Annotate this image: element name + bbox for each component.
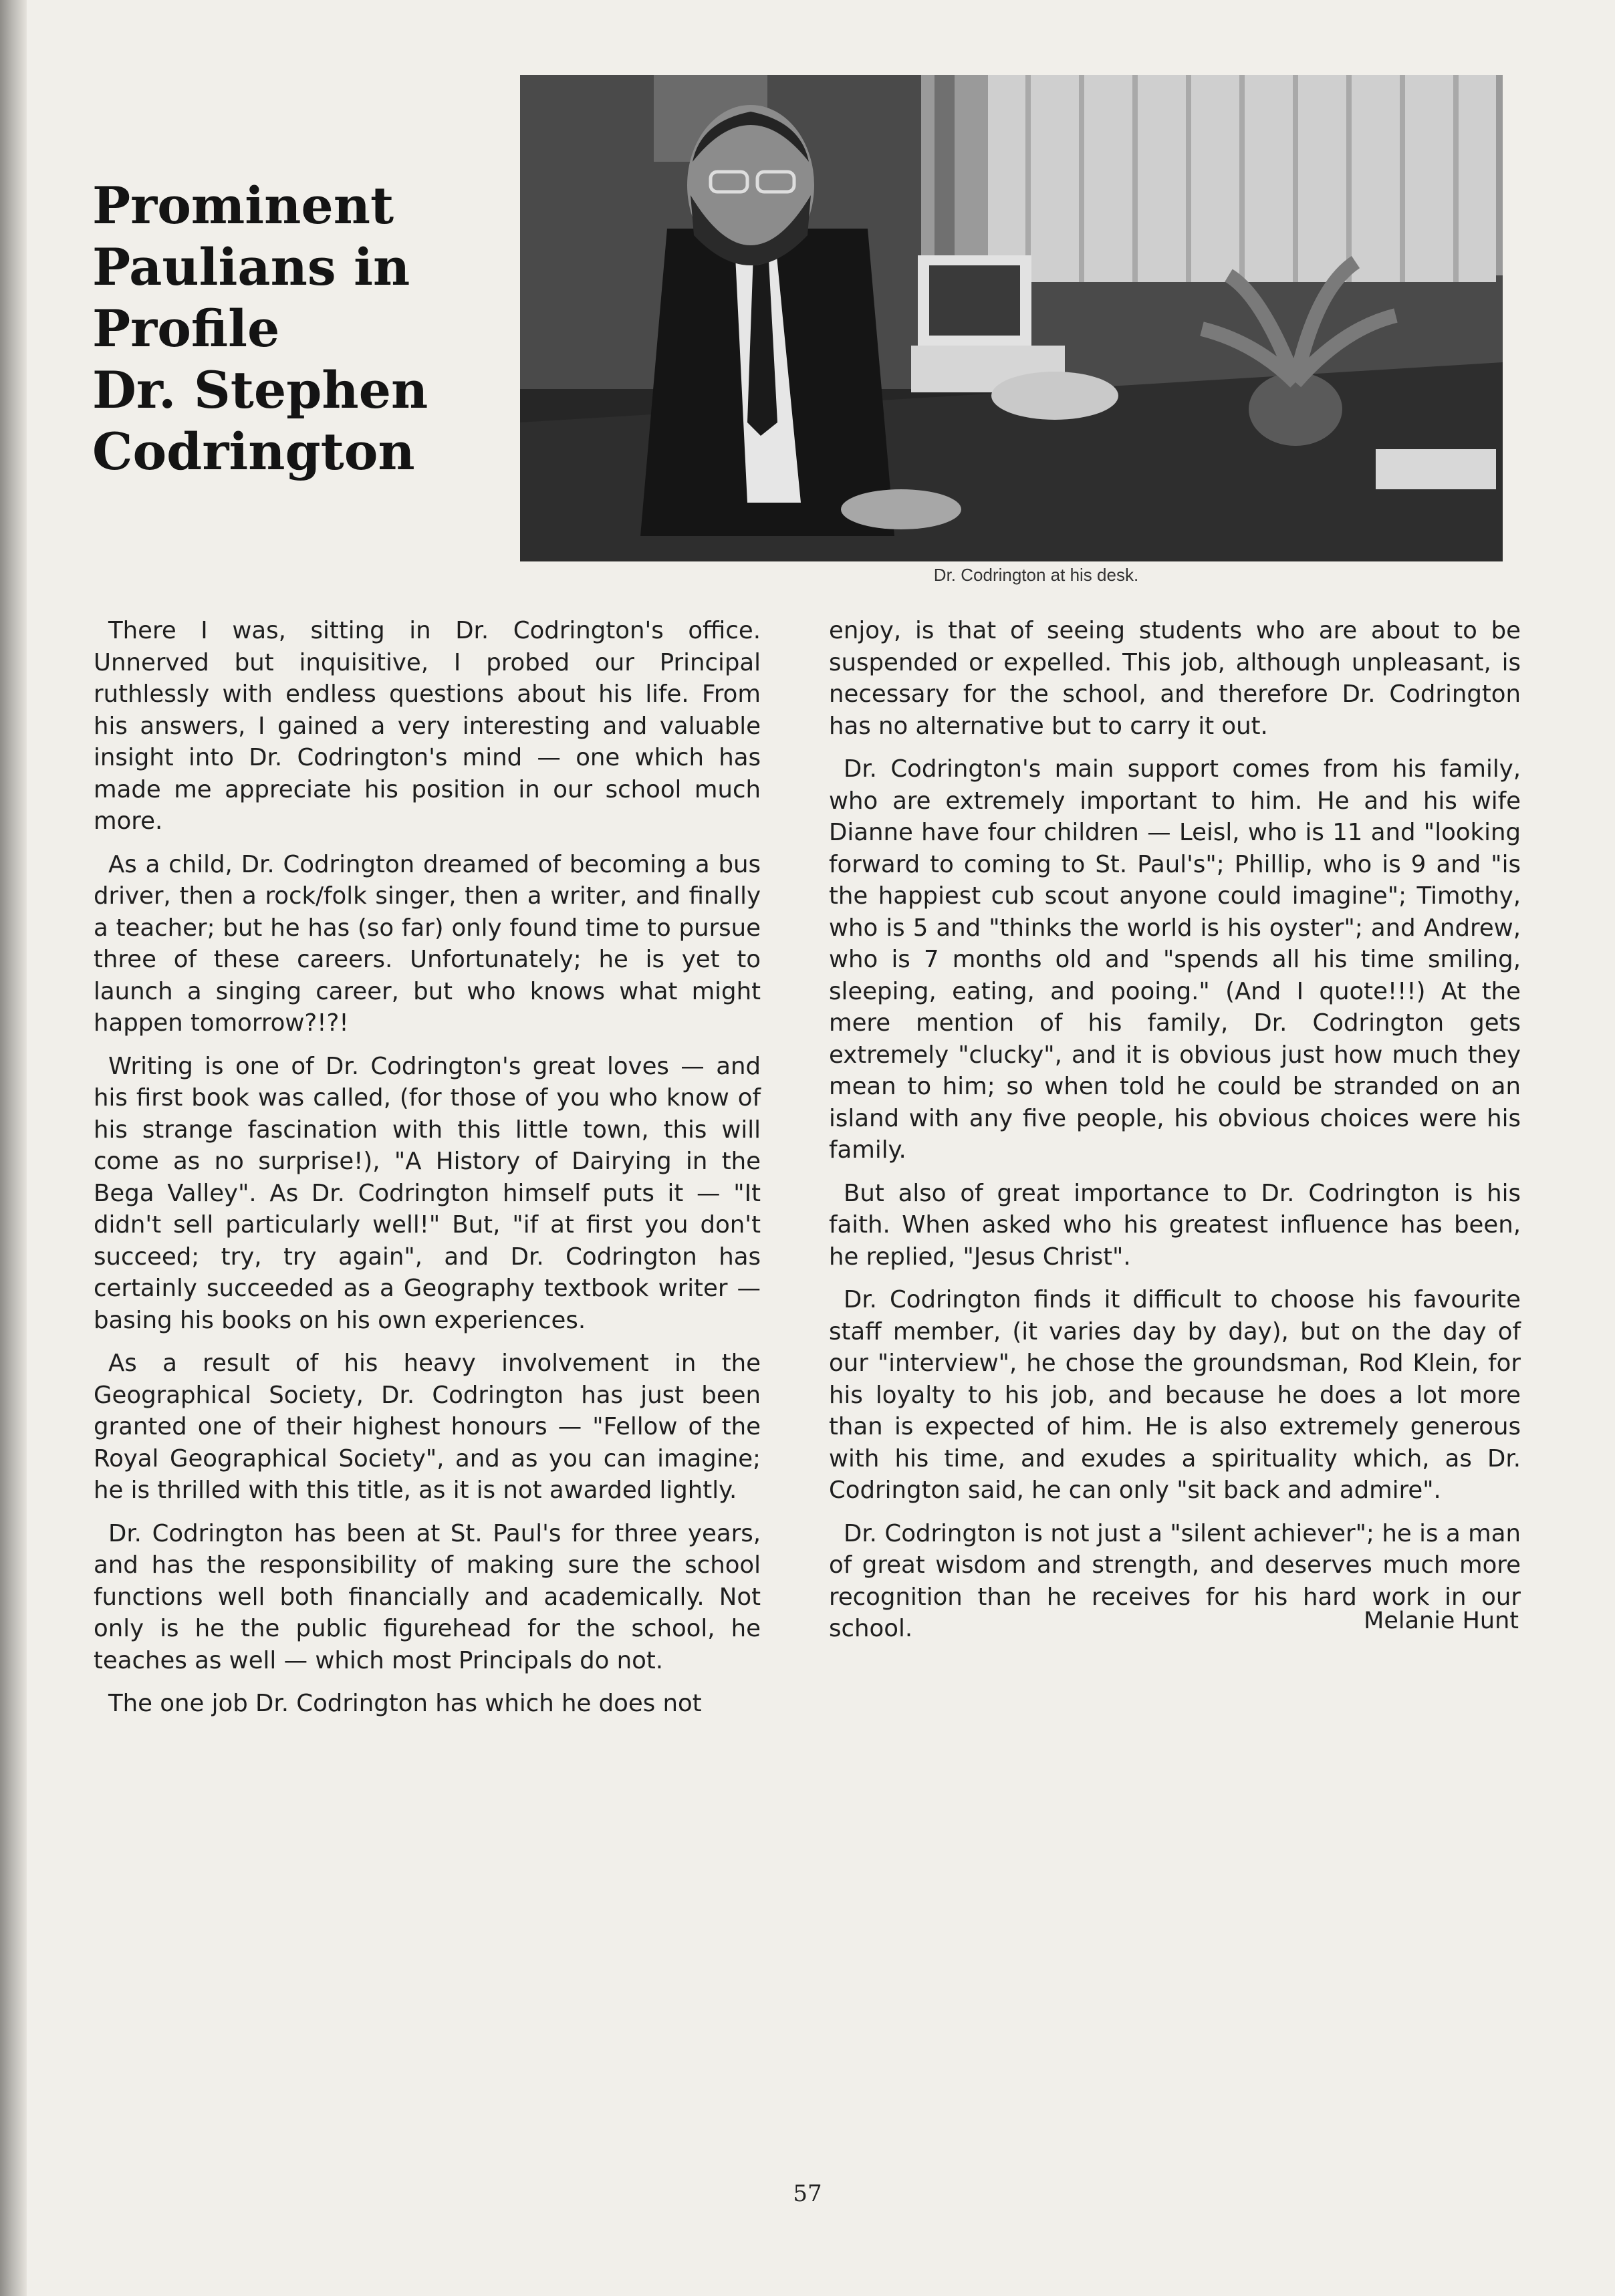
paragraph: The one job Dr. Codrington has which he does not xyxy=(108,1690,702,1717)
paragraph: enjoy, is that of seeing students who are about to be suspended or expelled. This job, although unpleasant, is necessary for the school, and therefore Dr. Codrington has no alternative but to carry it out. xyxy=(829,617,1521,740)
paragraph: But also of great importance to Dr. Codrington is his faith. When asked who his greatest influence has been, he replied, "Jesus Christ". xyxy=(829,1179,1521,1271)
paragraph: Writing is one of Dr. Codrington's great loves — and his first book was called, (for those of you who know of his strange fascination with this little town, this will come as no surprise!), "A History of Dairying in the Bega Valley". As Dr. Codrington himself puts it — "It didn't sell particularly well!" But, "if at first you don't succeed; try, try again", and Dr. Codrington has certainly succeeded as a Geography textbook writer — basing his books on his own experiences. xyxy=(94,1052,761,1334)
paragraph: Dr. Codrington's main support comes from his family, who are extremely important to him. He and his wife Dianne have four children — Leisl, who is 11 and "looking forward to coming to St. Paul's"; Phillip, who is 9 and "is the happiest cub scout anyone could imagine"; Timothy, who is 5 and "thinks the world is his oyster"; and Andrew, who is 7 months old and "spends all his time smiling, sleeping, eating, and pooing." (And I quote!!!) At the mere mention of his family, Dr. Codrington gets extremely "clucky", and it is obvious just how much they mean to him; so when told he could be stranded on an island with any five people, his obvious choices were his family. xyxy=(829,755,1521,1164)
title-line: Prominent xyxy=(92,176,394,235)
article-right-column xyxy=(829,615,1521,1656)
photo-caption: Dr. Codrington at his desk. xyxy=(933,565,1139,585)
page-number: 57 xyxy=(793,2180,822,2207)
paragraph: There I was, sitting in Dr. Codrington's office. Unnerved but inquisitive, I probed our Principal ruthlessly with endless questions about his life. From his answers, I gained a very interesting and valuable insight into Dr. Codrington's mind — one which has made me appreciate his position in our school much more. xyxy=(94,617,761,835)
title-line: Dr. Stephen xyxy=(92,360,428,420)
paragraph: Dr. Codrington finds it difficult to choose his favourite staff member, (it varies day by day), but on the day of our "interview", he chose the groundsman, Rod Klein, for his loyalty to his job, and because he does a lot more than is expected of him. He is also extremely generous with his time, and exudes a spirituality which, as Dr. Codrington said, he can only "sit back and admire". xyxy=(829,1286,1521,1504)
title-line: Codrington xyxy=(92,422,415,481)
article-left-column xyxy=(94,615,761,1731)
author-byline: Melanie Hunt xyxy=(1364,1608,1519,1634)
paragraph: Dr. Codrington is not just a "silent achiever"; he is a man of great wisdom and strength, and deserves much more recognition than he receives for his hard work in our school. xyxy=(829,1519,1521,1642)
portrait-photo-icon xyxy=(520,75,1503,561)
title-line: Paulians in xyxy=(92,237,410,297)
article-title xyxy=(92,175,507,483)
paragraph: As a result of his heavy involvement in the Geographical Society, Dr. Codrington has just been granted one of their highest honours — "Fellow of the Royal Geographical Society", and as you can imagine; he is thrilled with this title, as it is not awarded lightly. xyxy=(94,1350,761,1504)
portrait-photo xyxy=(520,75,1503,561)
paragraph: As a child, Dr. Codrington dreamed of becoming a bus driver, then a rock/folk singer, then a writer, and finally a teacher; but he has (so far) only found time to pursue three of these careers. Unfortunately; he is yet to launch a singing career, but who knows what might happen tomorrow?!?! xyxy=(94,850,761,1037)
paragraph: Dr. Codrington has been at St. Paul's for three years, and has the responsibility of making sure the school functions well both financially and academically. Not only is he the public figurehead for the school, he teaches as well — which most Principals do not. xyxy=(94,1519,761,1674)
page-binding-shadow xyxy=(0,0,27,2296)
title-line: Profile xyxy=(92,299,280,358)
